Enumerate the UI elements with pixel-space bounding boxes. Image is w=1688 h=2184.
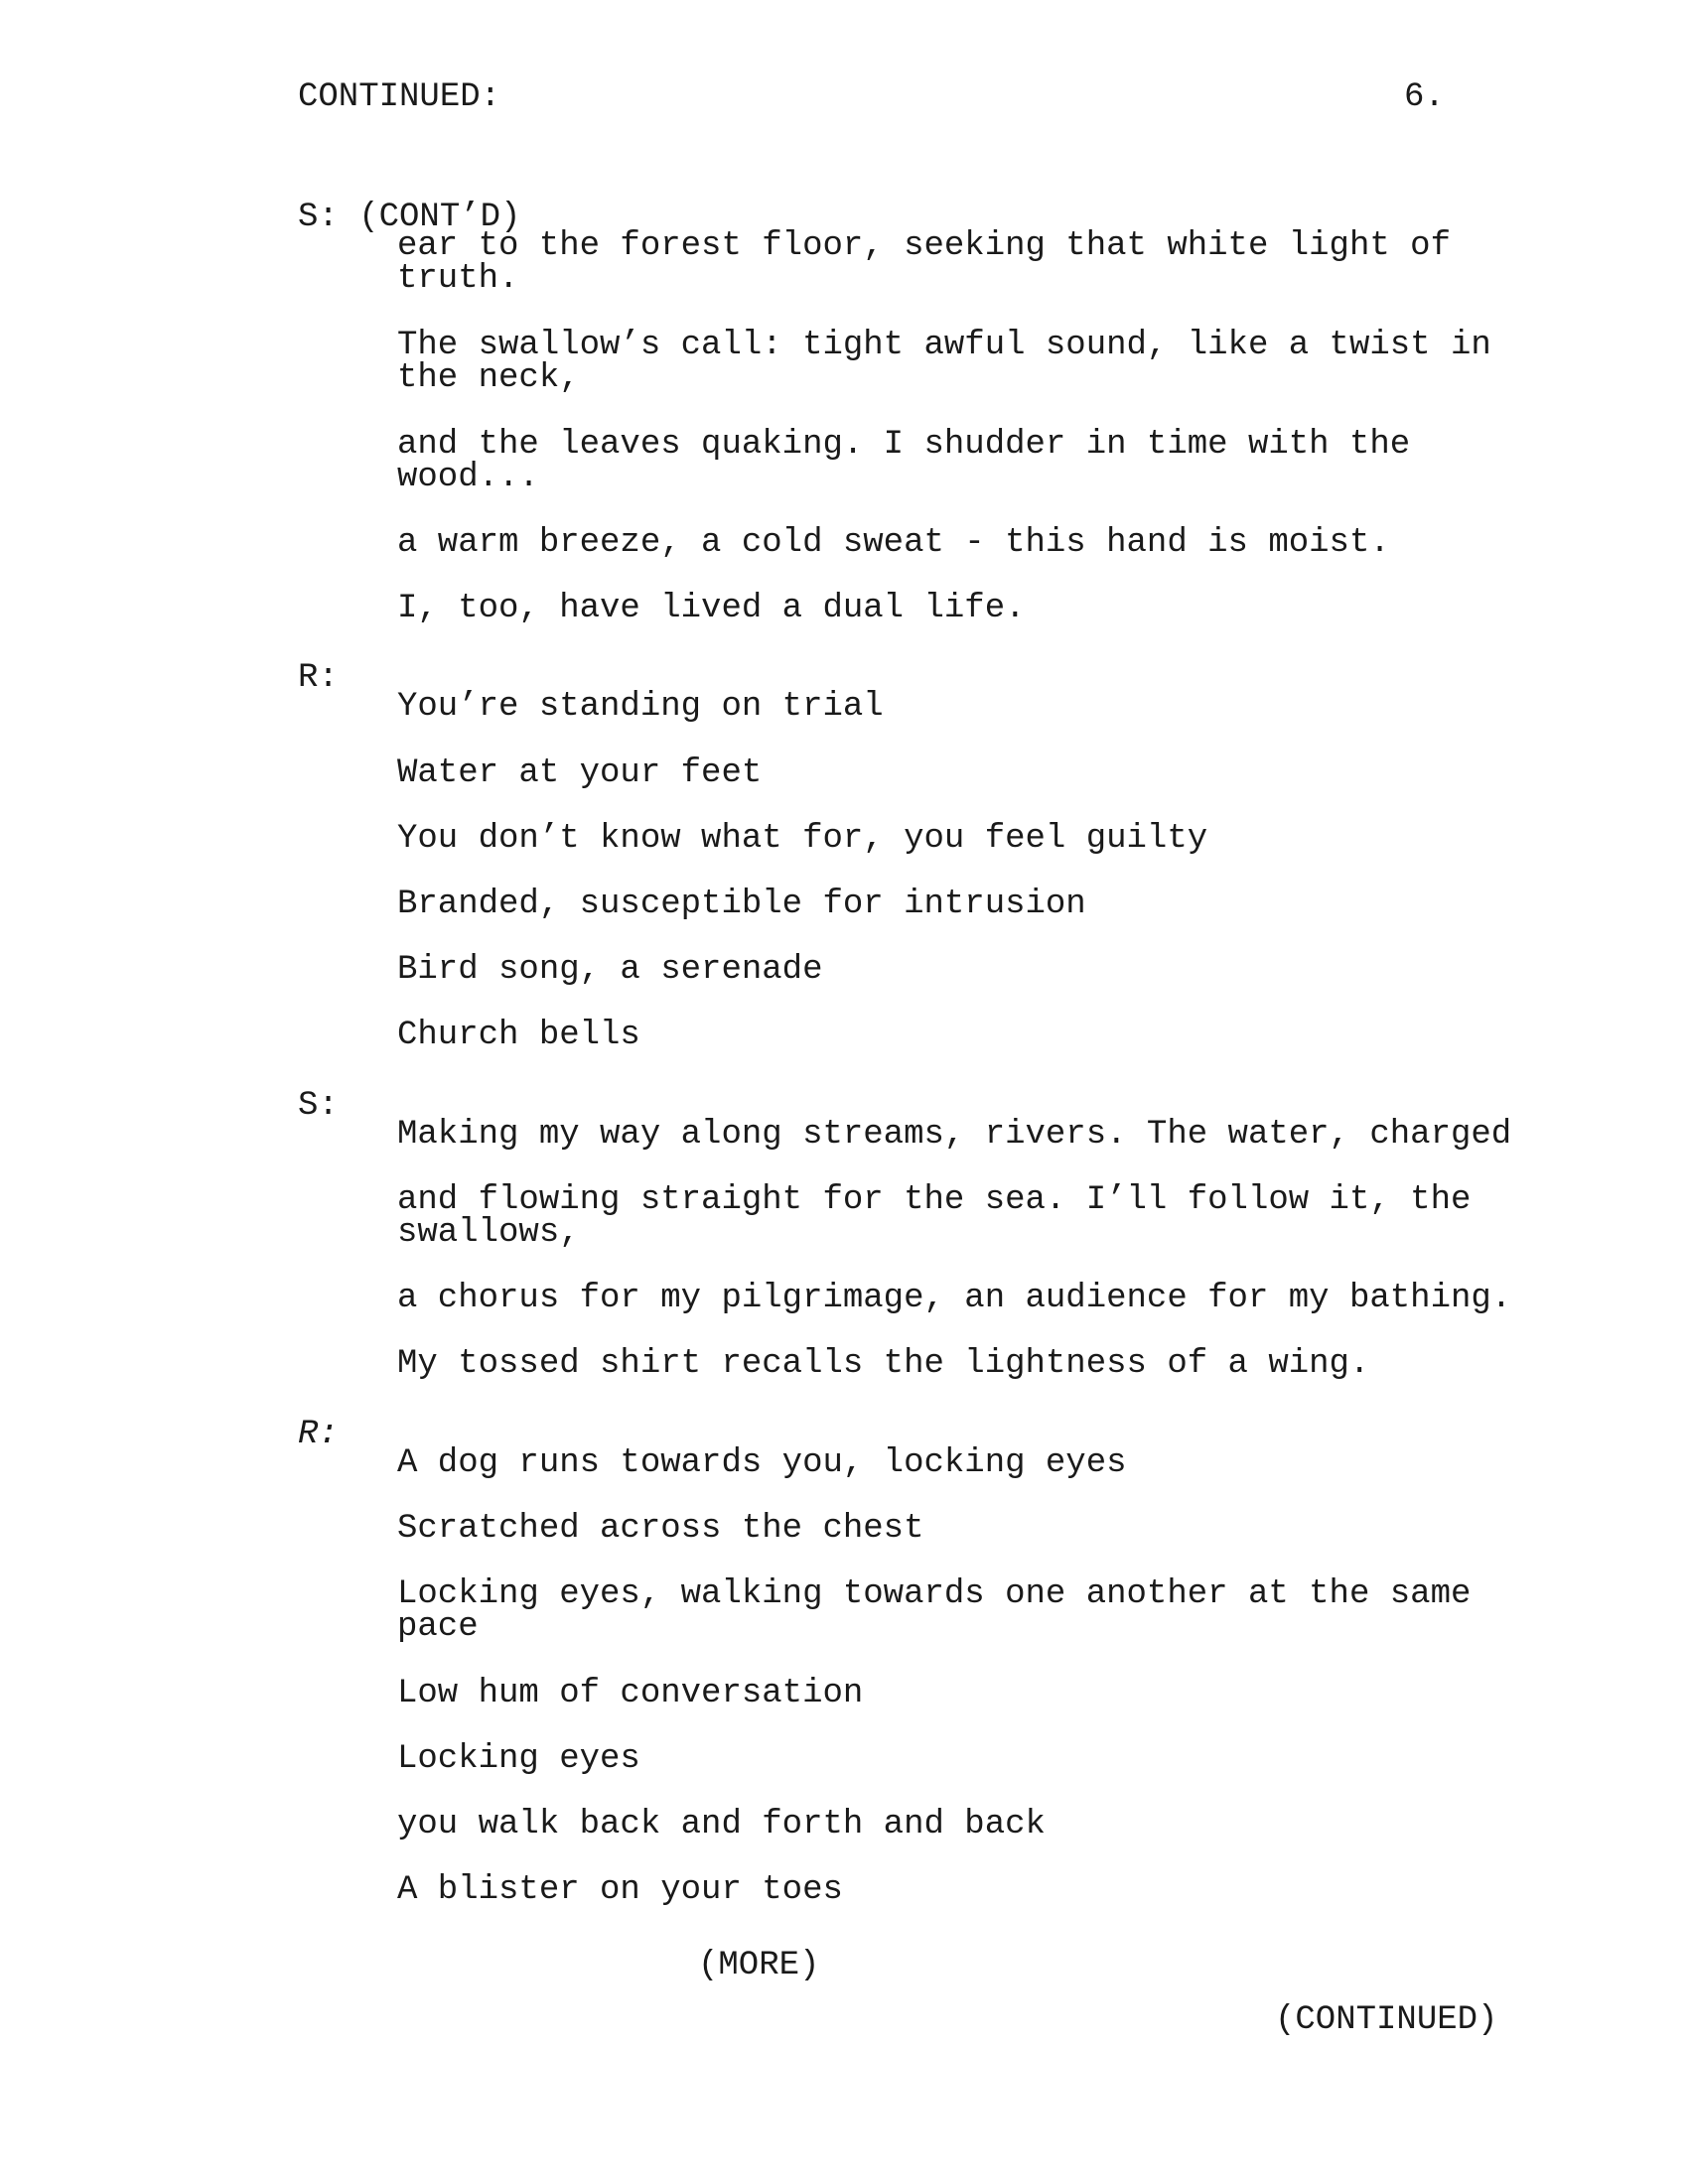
dialogue-line: A blister on your toes: [397, 1871, 843, 1909]
continued-header: CONTINUED:: [298, 78, 501, 116]
more-label: (MORE): [698, 1947, 820, 1984]
dialogue-line: Water at your feet: [397, 754, 763, 792]
dialogue-line: Branded, susceptible for intrusion: [397, 886, 1086, 923]
dialogue-line: A dog runs towards you, locking eyes: [397, 1444, 1127, 1482]
dialogue-line: Scratched across the chest: [397, 1510, 924, 1548]
speaker-r-italic: R:: [298, 1416, 339, 1453]
dialogue-line: Church bells: [397, 1017, 640, 1054]
speaker-r: R:: [298, 659, 339, 697]
dialogue-line: ear to the forest floor, seeking that white light of truth.: [397, 227, 1451, 298]
dialogue-line: Locking eyes, walking towards one another at the same pace: [397, 1575, 1472, 1646]
dialogue-line: Making my way along streams, rivers. The water, charged: [397, 1116, 1512, 1154]
dialogue-line: You don’t know what for, you feel guilty: [397, 820, 1208, 858]
dialogue-line: and the leaves quaking. I shudder in time with the wood...: [397, 426, 1411, 496]
dialogue-line: You’re standing on trial: [397, 688, 884, 726]
dialogue-line: The swallow’s call: tight awful sound, like a twist in the neck,: [397, 327, 1491, 397]
dialogue-line: I, too, have lived a dual life.: [397, 590, 1026, 627]
dialogue-line: Locking eyes: [397, 1740, 640, 1778]
speaker-s: S:: [298, 1087, 339, 1125]
dialogue-line: you walk back and forth and back: [397, 1806, 1046, 1843]
dialogue-line: My tossed shirt recalls the lightness of a wing.: [397, 1345, 1370, 1383]
speaker-s-contd: S: (CONT’D): [298, 199, 521, 236]
continued-footer: (CONTINUED): [1275, 2001, 1498, 2039]
dialogue-line: and flowing straight for the sea. I’ll follow it, the swallows,: [397, 1181, 1472, 1252]
page-number: 6.: [1404, 78, 1445, 116]
dialogue-line: a warm breeze, a cold sweat - this hand is moist.: [397, 524, 1390, 562]
dialogue-line: a chorus for my pilgrimage, an audience for my bathing.: [397, 1280, 1512, 1317]
dialogue-line: Bird song, a serenade: [397, 951, 823, 989]
dialogue-line: Low hum of conversation: [397, 1675, 864, 1712]
